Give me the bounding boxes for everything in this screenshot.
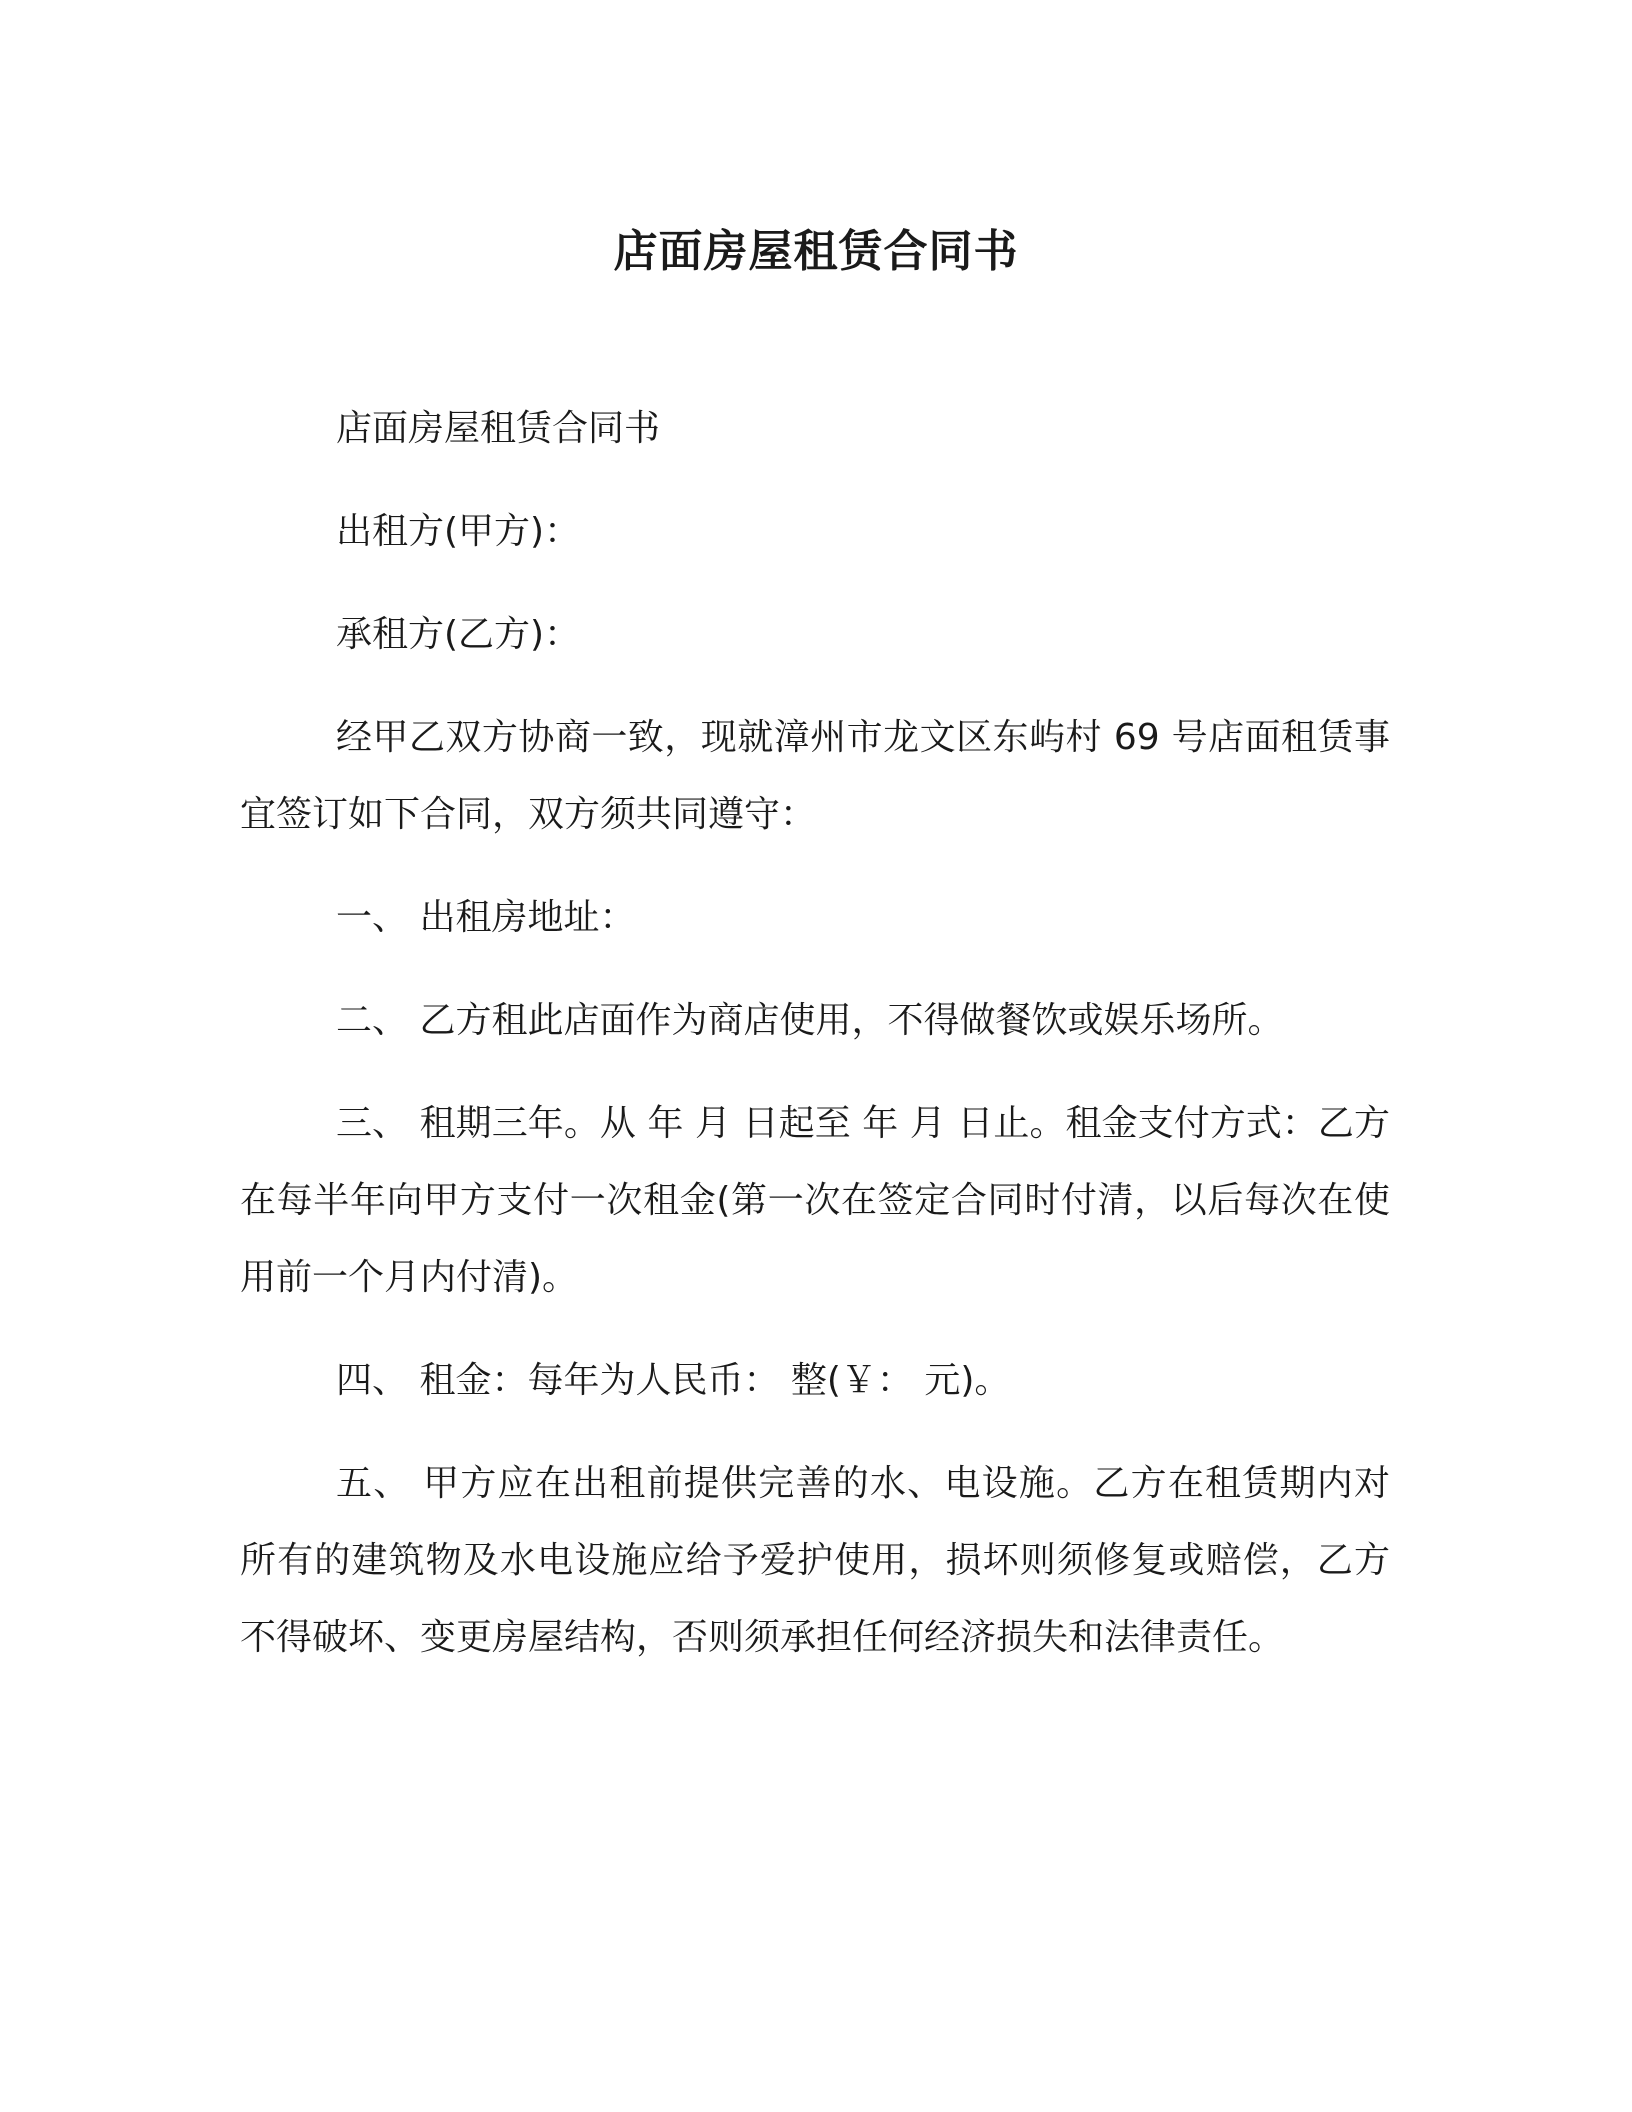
paragraph-preamble: 经甲乙双方协商一致，现就漳州市龙文区东屿村 69 号店面租赁事宜签订如下合同，双方须共同遵守：	[240, 717, 1390, 835]
clause-5-facilities: 五、 甲方应在出租前提供完善的水、电设施。乙方在租赁期内对所有的建筑物及水电设施应给予爱护使用，损坏则须修复或赔偿，乙方不得破坏、变更房屋结构，否则须承担任何经济损失和法律责任。	[240, 1463, 1390, 1658]
clause-4-rent: 四、 租金：每年为人民币： 整(￥： 元)。	[336, 1360, 1011, 1401]
document-title: 店面房屋租赁合同书	[613, 226, 1019, 277]
paragraph-lessor: 出租方(甲方)：	[336, 511, 581, 552]
document-body	[240, 390, 1390, 1702]
paragraph-subtitle: 店面房屋租赁合同书	[336, 408, 661, 449]
paragraph-lessee: 承租方(乙方)：	[336, 614, 581, 655]
clause-1-address: 一、 出租房地址：	[336, 897, 636, 938]
clause-2-usage: 二、 乙方租此店面作为商店使用，不得做餐饮或娱乐场所。	[336, 1000, 1284, 1041]
clause-3-term: 三、 租期三年。从 年 月 日起至 年 月 日止。租金支付方式：乙方在每半年向甲方支付一次租金(第一次在签定合同时付清，以后每次在使用前一个月内付清)。	[240, 1103, 1390, 1298]
